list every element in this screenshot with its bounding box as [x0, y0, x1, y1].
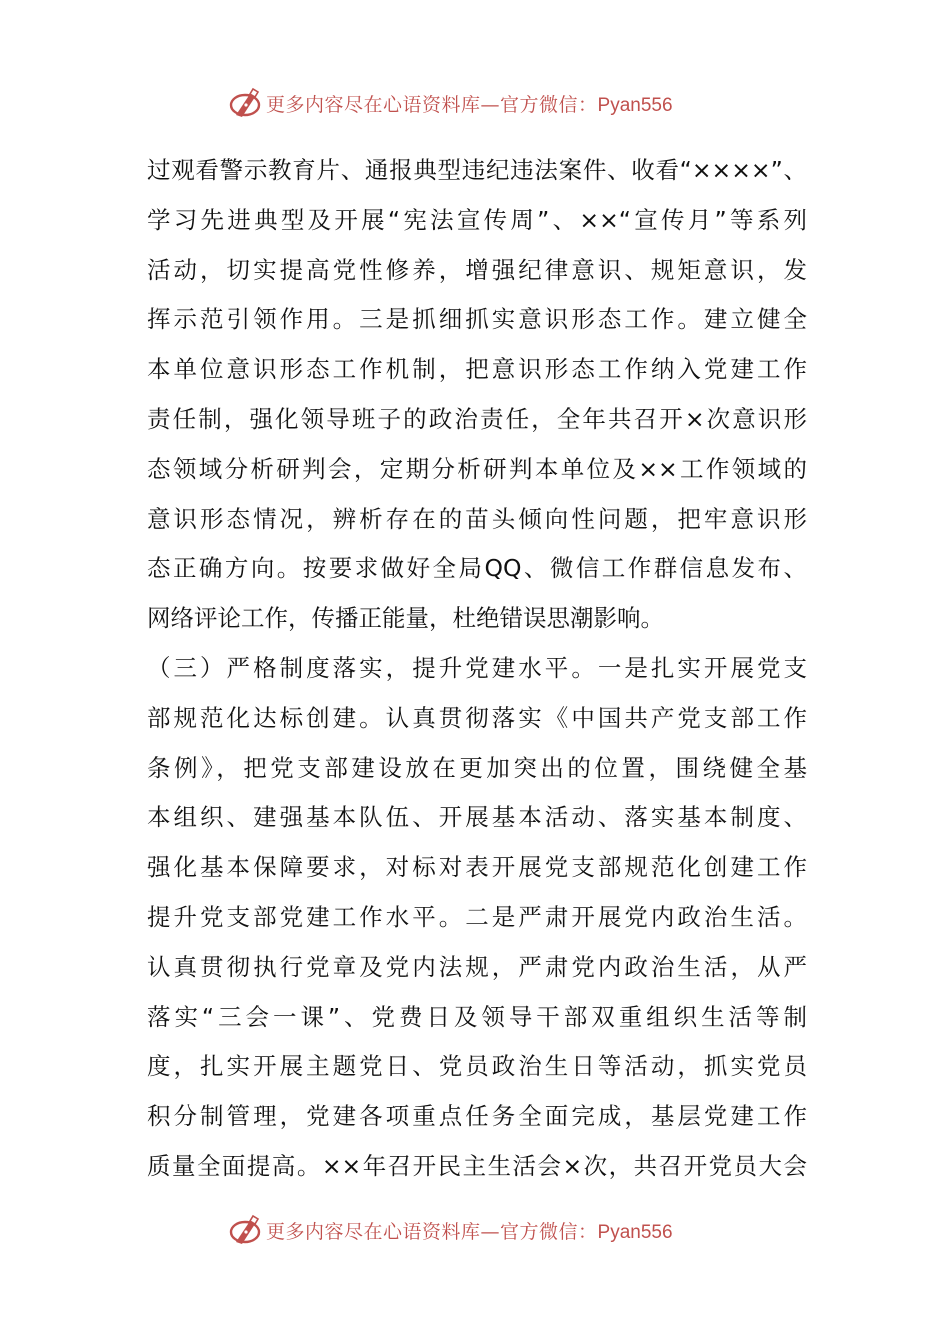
body-line: 本组织、建强基本队伍、开展基本活动、落实基本制度、 [147, 803, 807, 832]
pen-nib-logo-icon [228, 1213, 262, 1247]
body-line: 强化基本保障要求，对标对表开展党支部规范化创建工作 [147, 853, 807, 882]
footer-banner-text: 更多内容尽在心语资料库—官方微信：Pyan556 [266, 1220, 673, 1243]
body-line: 认真贯彻执行党章及党内法规，严肃党内政治生活，从严 [147, 952, 807, 981]
body-line: 积分制管理，党建各项重点任务全面完成，基层党建工作 [147, 1102, 807, 1131]
body-line: 部规范化达标创建。认真贯彻落实《中国共产党支部工作 [147, 703, 807, 732]
document-body [147, 146, 807, 1192]
body-line: 挥示范引领作用。三是抓细抓实意识形态工作。建立健全 [147, 305, 807, 334]
header-banner [228, 86, 748, 120]
body-line: 态领域分析研判会，定期分析研判本单位及××工作领域的 [147, 454, 807, 483]
body-line: 态正确方向。按要求做好全局QQ、微信工作群信息发布、 [147, 554, 807, 583]
body-line: 本单位意识形态工作机制，把意识形态工作纳入党建工作 [147, 355, 807, 384]
body-line: 责任制，强化领导班子的政治责任，全年共召开×次意识形 [147, 404, 807, 433]
footer-banner [228, 1213, 748, 1247]
body-line: 落实“三会一课”、党费日及领导干部双重组织生活等制 [147, 1002, 807, 1031]
body-line: 质量全面提高。××年召开民主生活会×次，共召开党员大会 [147, 1151, 807, 1180]
pen-nib-logo-icon [228, 86, 262, 120]
body-line: 网络评论工作，传播正能量，杜绝错误思潮影响。 [147, 604, 664, 633]
footer-wechat-id: Pyan556 [597, 1221, 673, 1243]
body-line: 学习先进典型及开展“宪法宣传周”、××“宣传月”等系列 [147, 205, 807, 234]
body-line: 活动，切实提高党性修养，增强纪律意识、规矩意识，发 [147, 255, 807, 284]
body-line: 条例》，把党支部建设放在更加突出的位置，围绕健全基 [147, 753, 807, 782]
section-heading-line: （三）严格制度落实，提升党建水平。一是扎实开展党支 [147, 653, 807, 682]
header-wechat-id: Pyan556 [597, 94, 673, 116]
body-line: 度，扎实开展主题党日、党员政治生日等活动，抓实党员 [147, 1052, 807, 1081]
body-line: 提升党支部党建工作水平。二是严肃开展党内政治生活。 [147, 902, 807, 931]
header-banner-text: 更多内容尽在心语资料库—官方微信：Pyan556 [266, 93, 673, 116]
body-line: 意识形态情况，辨析存在的苗头倾向性问题，把牢意识形 [147, 504, 807, 533]
body-line: 过观看警示教育片、通报典型违纪违法案件、收看“××××”、 [147, 156, 807, 184]
